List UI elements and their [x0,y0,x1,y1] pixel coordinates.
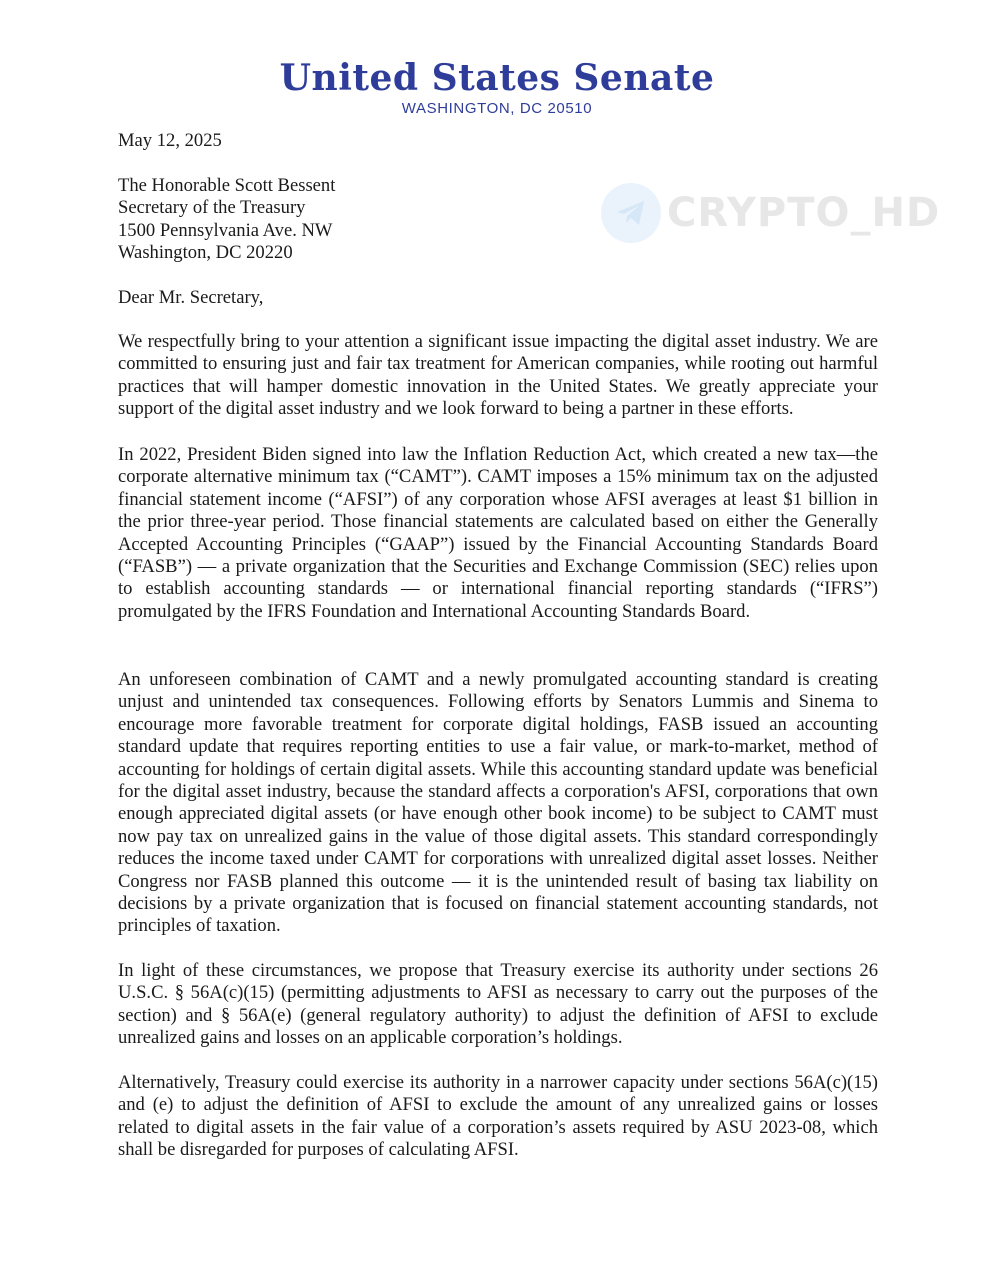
letterhead-title: United States Senate [279,57,715,99]
salutation: Dear Mr. Secretary, [118,287,264,308]
address-line: Washington, DC 20220 [118,242,293,264]
address-line: Secretary of the Treasury [118,197,306,219]
paragraph: In 2022, President Biden signed into law the Inflation Reduction Act, which created a new tax—the corporate alternative minimum tax (“CAMT”). CAMT imposes a 15% minimum tax on the adjusted financial statement income (“AFSI”) of any corporation whose AFSI averages at least $1 billion in the prior three-year period. Those financial statements are calculated based on either the Generally Accepted Accounting Principles (“GAAP”) issued by the Financial Accounting Standards Board (“FASB”) — a private organization that the Securities and Exchange Commission (SEC) relies upon to establish accounting standards — or international financial reporting standards (“IFRS”) promulgated by the IFRS Foundation and International Accounting Standards Board. [118,444,878,622]
paragraph: Alternatively, Treasury could exercise its authority in a narrower capacity under sections 56A(c)(15) and (e) to adjust the definition of AFSI to exclude the amount of any unrealized gains or losses related to digital assets in the fair value of a corporation’s assets required by ASU 2023-08, which shall be disregarded for purposes of calculating AFSI. [118,1072,878,1161]
paragraph: We respectfully bring to your attention a significant issue impacting the digital asset industry. We are committed to ensuring just and fair tax treatment for American companies, while rooting out harmful practices that will hamper domestic innovation in the United States. We greatly appreciate your support of the digital asset industry and we look forward to being a partner in these efforts. [118,331,878,420]
letter-date: May 12, 2025 [118,130,222,151]
letterhead-address: WASHINGTON, DC 20510 [401,100,593,117]
address-line: 1500 Pennsylvania Ave. NW [118,219,333,241]
address-line: The Honorable Scott Bessent [118,175,336,196]
recipient-address [118,175,878,265]
letterhead [0,52,994,117]
paragraph: In light of these circumstances, we propose that Treasury exercise its authority under sections 26 U.S.C. § 56A(c)(15) (permitting adjustments to AFSI as necessary to carry out the purposes of the section) and § 56A(e) (general regulatory authority) to adjust the definition of AFSI to exclude unrealized gains and losses on an applicable corporation’s holdings. [118,960,878,1049]
paragraph: An unforeseen combination of CAMT and a newly promulgated accounting standard is creating unjust and unintended tax consequences. Following efforts by Senators Lummis and Sinema to encourage more favorable treatment for corporate digital holdings, FASB issued an accounting standard update that requires reporting entities to use a fair value, or mark-to-market, method of accounting for holdings of certain digital assets. While this accounting standard update was beneficial for the digital asset industry, because the standard affects a corporation's AFSI, corporations that own enough appreciated digital assets (or have enough other book income) to be subject to CAMT must now pay tax on unrealized gains in the value of those digital assets. This standard correspondingly reduces the income taxed under CAMT for corporations with unrealized digital asset losses. Neither Congress nor FASB planned this outcome — it is the unintended result of basing tax liability on decisions by a private organization that is focused on financial statement accounting standards, not principles of taxation. [118,669,878,937]
watermark-text: CRYPTO_HD [667,190,941,236]
